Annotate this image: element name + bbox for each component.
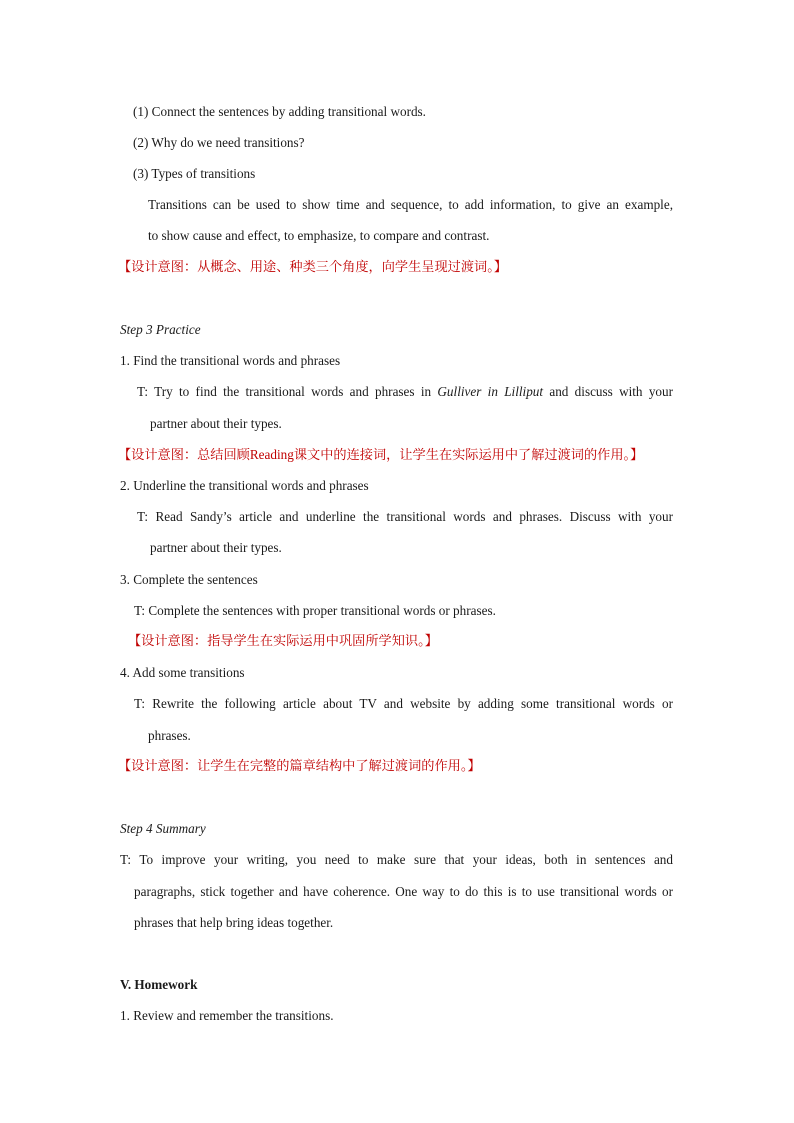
homework-item-1: 1. Review and remember the transitions.: [120, 1008, 334, 1023]
task3-line-1: T: Complete the sentences with proper transitional words or phrases.: [134, 603, 496, 618]
intro-item-2: (2) Why do we need transitions?: [133, 135, 305, 150]
summary-line-1: T: To improve your writing, you need to make sure that your ideas, both in sentences and: [120, 852, 673, 867]
task1-line-2: partner about their types.: [150, 416, 282, 431]
intro-item-3: (3) Types of transitions: [133, 166, 256, 181]
step3-heading: Step 3 Practice: [120, 322, 201, 337]
design-note-4: 【设计意图：让学生在完整的篇章结构中了解过渡词的作用。】: [118, 759, 481, 774]
task4-line-2: phrases.: [148, 728, 191, 743]
task2-line-2: partner about their types.: [150, 540, 282, 555]
task2-line-1: T: Read Sandy’s article and underline the transitional words and phrases. Discuss with your: [137, 509, 673, 524]
design-note-2: 【设计意图：总结回顾Reading课文中的连接词，让学生在实际运用中了解过渡词的作用。】: [118, 447, 644, 463]
homework-heading: V. Homework: [120, 977, 198, 992]
design-note-3: 【设计意图：指导学生在实际运用中巩固所学知识。】: [128, 634, 438, 649]
reading-title: Gulliver in Lilliput: [437, 384, 544, 399]
task4-title: 4. Add some transitions: [120, 665, 245, 680]
summary-line-2: paragraphs, stick together and have coherence. One way to do this is to use transitional words or: [134, 884, 673, 899]
task2-title: 2. Underline the transitional words and phrases: [120, 478, 369, 493]
task1-title: 1. Find the transitional words and phrases: [120, 353, 341, 368]
summary-line-3: phrases that help bring ideas together.: [134, 915, 334, 930]
intro-item-1: (1) Connect the sentences by adding transitional words.: [133, 104, 426, 119]
task3-title: 3. Complete the sentences: [120, 572, 258, 587]
step4-heading: Step 4 Summary: [120, 821, 206, 836]
task4-line-1: T: Rewrite the following article about TV and website by adding some transitional words or: [134, 696, 673, 711]
types-line-2: to show cause and effect, to emphasize, to compare and contrast.: [148, 228, 490, 243]
types-line-1: Transitions can be used to show time and sequence, to add information, to give an example,: [148, 197, 673, 212]
design-note-1: 【设计意图：从概念、用途、种类三个角度，向学生呈现过渡词。】: [118, 260, 508, 275]
task1-line-1: T: Try to find the transitional words and phrases in Gulliver in Lilliput and discuss with your: [137, 384, 673, 399]
